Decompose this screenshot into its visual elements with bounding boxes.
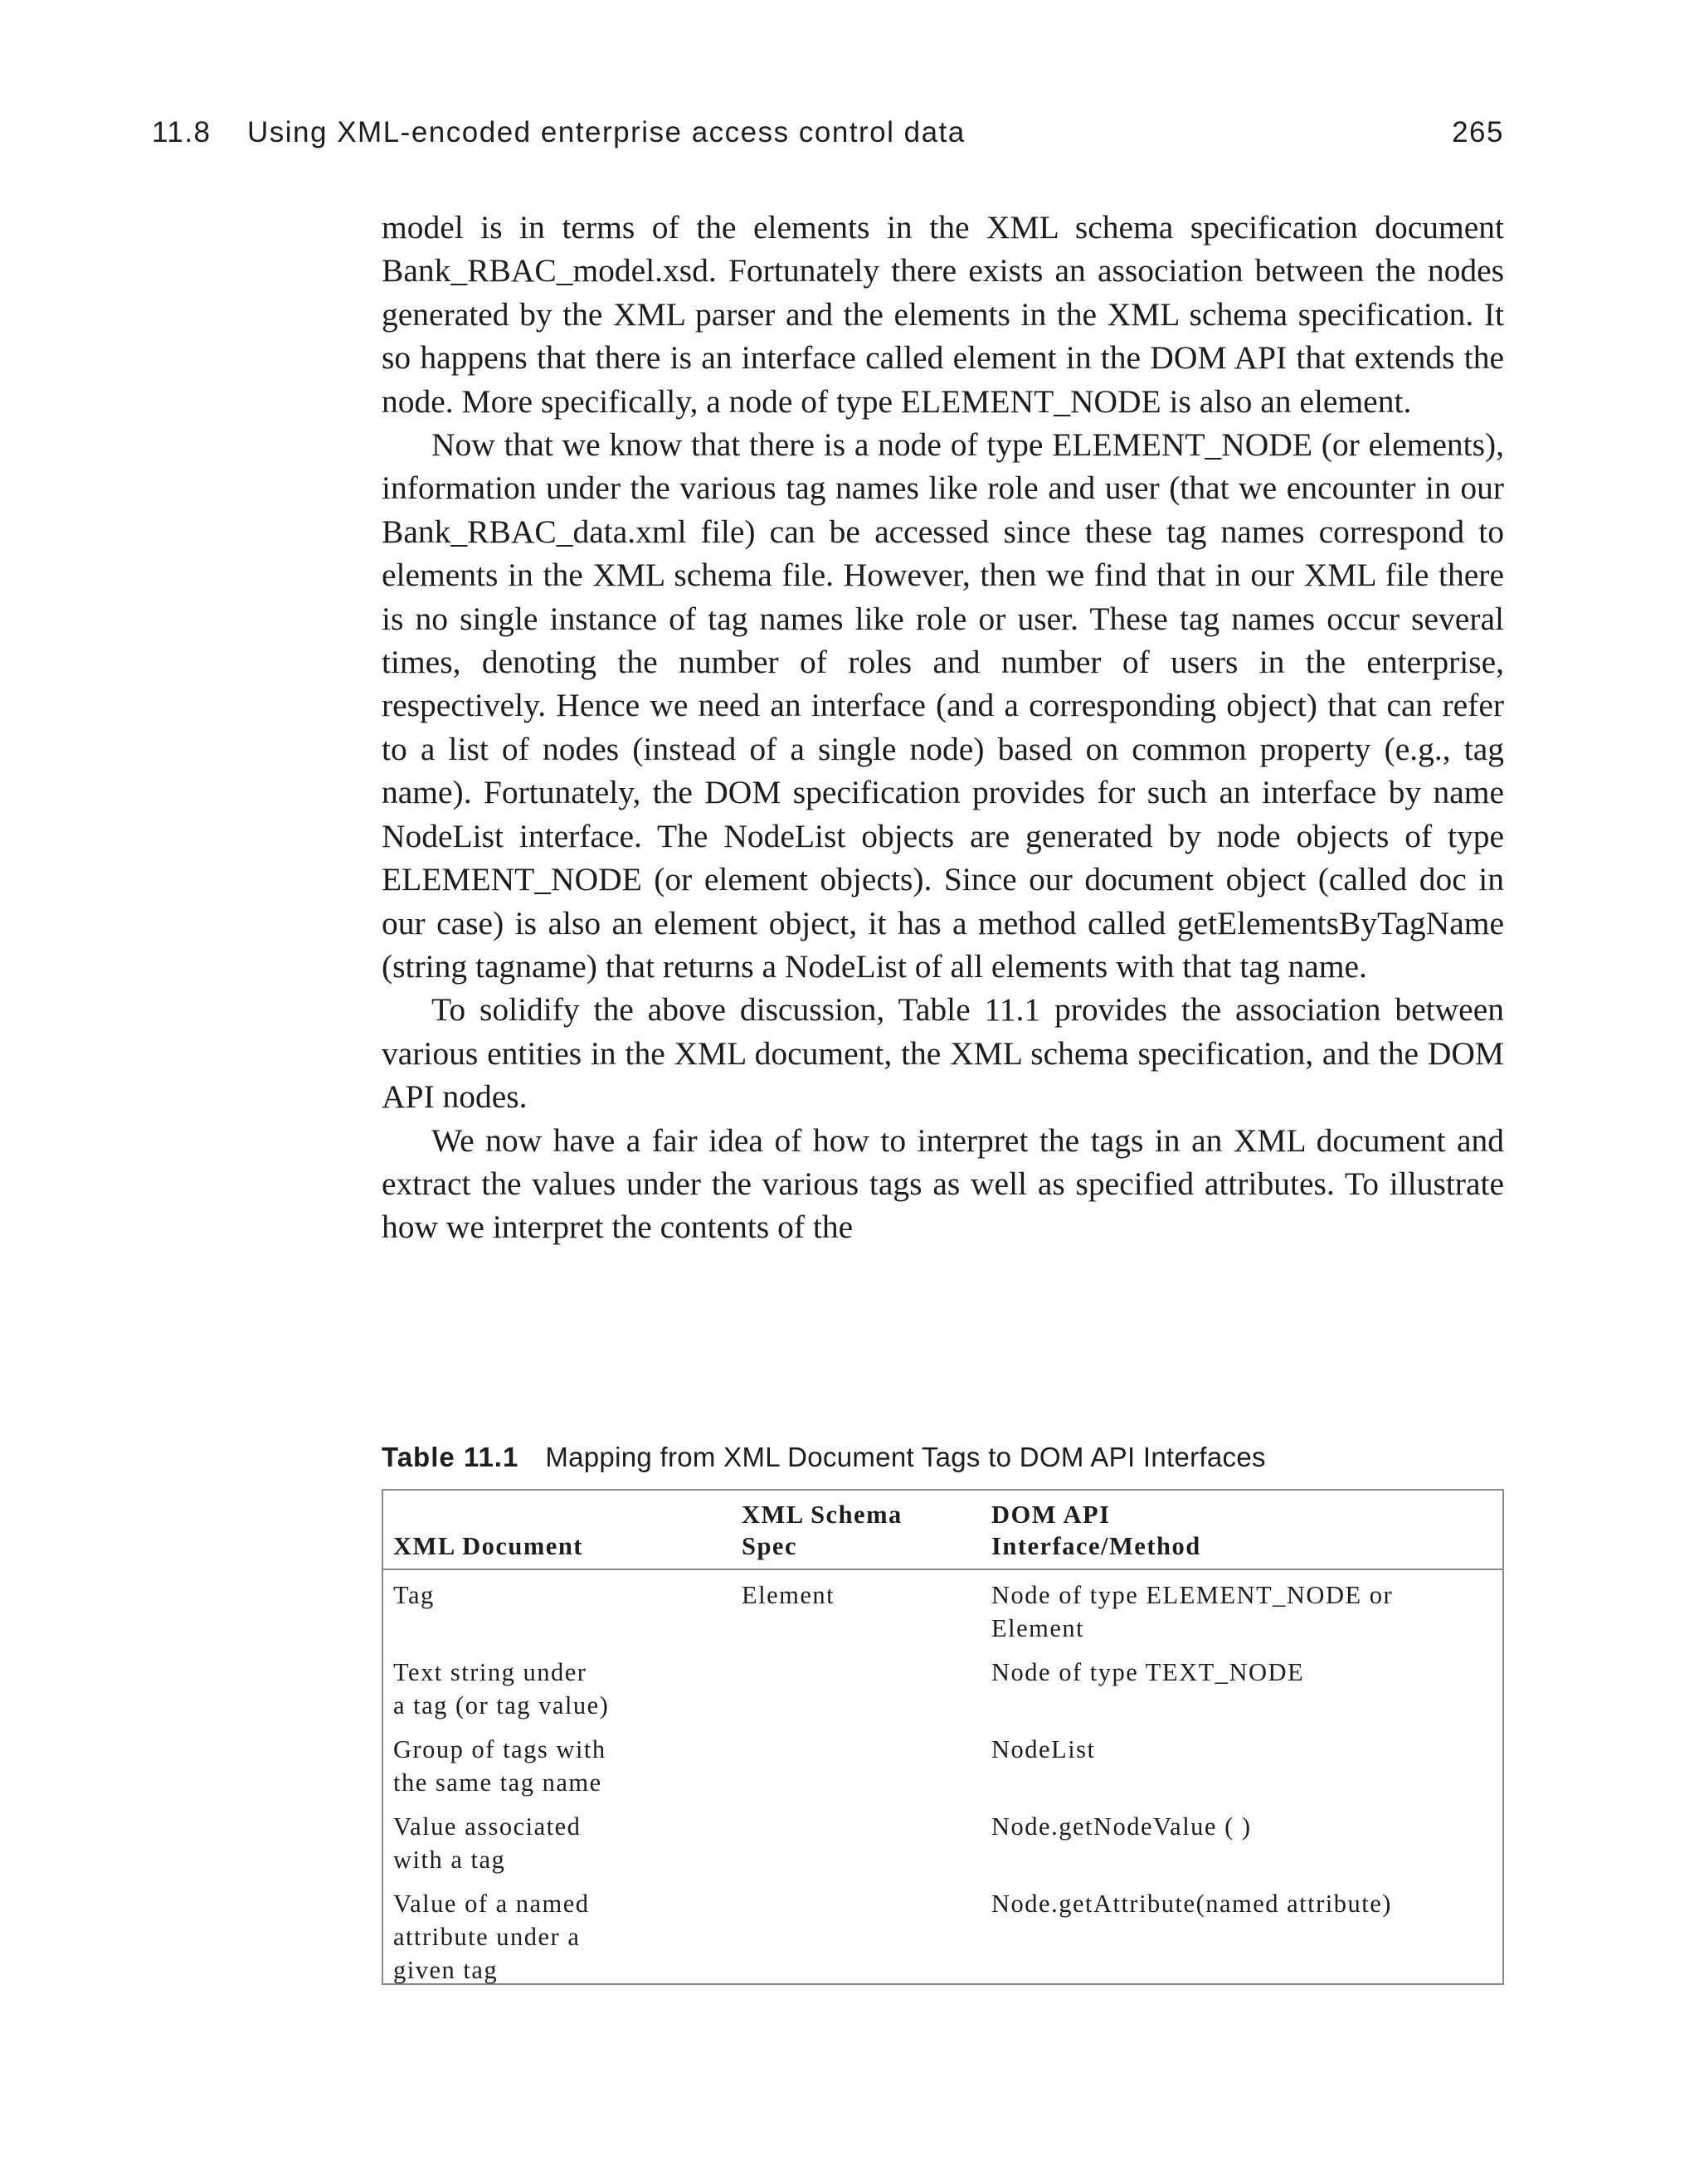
table-cell: Node.getNodeValue ( ): [991, 1812, 1252, 1841]
table-cell: Tag: [393, 1581, 435, 1609]
mapping-table: [382, 1489, 1504, 1985]
paragraph-4: We now have a fair idea of how to interpret the tags in an XML document and extract the values under the various tags as well as specified attributes. To illustrate how we interpret the contents of the: [382, 1121, 1504, 1246]
page-number: 265: [1452, 116, 1504, 148]
table-cell: Node of type TEXT_NODE: [991, 1658, 1305, 1686]
table-cell: Group of tags with the same tag name: [393, 1735, 606, 1797]
table-cell: Node of type ELEMENT_NODE or Element: [991, 1581, 1394, 1642]
table-cell: NodeList: [991, 1735, 1096, 1763]
table-caption: [382, 1442, 1504, 1473]
table-label: Table 11.1: [382, 1442, 519, 1472]
column-header-xml-document: XML Document: [393, 1532, 583, 1560]
table-cell: Value associated with a tag: [393, 1812, 582, 1874]
table-title: Mapping from XML Document Tags to DOM API Interfaces: [545, 1442, 1266, 1472]
section-number: 11.8: [152, 116, 212, 148]
table-cell: Text string under a tag (or tag value): [393, 1658, 610, 1719]
paragraph-2: Now that we know that there is a node of type ELEMENT_NODE (or elements), information under the various tag names like role and user (that we encounter in our Bank_RBAC_data.xml file) can be accessed since these tag names correspond to elements in the XML schema file. However, then we find that in our XML file there is no single instance of tag names like role or user. These tag names occur several times, denoting the number of roles and number of users in the enterprise, respectively. Hence we need an interface (and a corresponding object) that can refer to a list of nodes (instead of a single node) based on common property (e.g., tag name). Fortunately, the DOM specification provides for such an interface by name NodeList interface. The NodeList objects are generated by node objects of type ELEMENT_NODE (or element objects). Since our document object (called doc in our case) is also an element object, it has a method called getElementsByTagName (string tagname) that returns a NodeList of all elements with that tag name.: [382, 426, 1504, 985]
section-title: Using XML-encoded enterprise access control data: [247, 116, 966, 148]
running-header: [152, 116, 1504, 158]
table-cell: Node.getAttribute(named attribute): [991, 1890, 1392, 1918]
table-cell: Value of a named attribute under a given tag: [393, 1890, 590, 1984]
column-header-xml-schema-spec: XML Schema Spec: [742, 1501, 903, 1560]
paragraph-1: model is in terms of the elements in the XML schema specification document Bank_RBAC_model.xsd. Fortunately there exists an association between the nodes generated by the XML parser and the elements in the XML schema specification. It so happens that there is an interface called element in the DOM API that extends the node. More specifically, a node of type ELEMENT_NODE is also an element.: [382, 209, 1504, 420]
table-header-row: [383, 1491, 1502, 1570]
paragraph-3: To solidify the above discussion, Table 11.1 provides the association between various entities in the XML document, the XML schema specification, and the DOM API nodes.: [382, 991, 1504, 1116]
body-text: [382, 206, 1504, 1249]
column-header-dom-api: DOM API Interface/Method: [991, 1501, 1201, 1560]
table-cell: Element: [742, 1581, 835, 1609]
